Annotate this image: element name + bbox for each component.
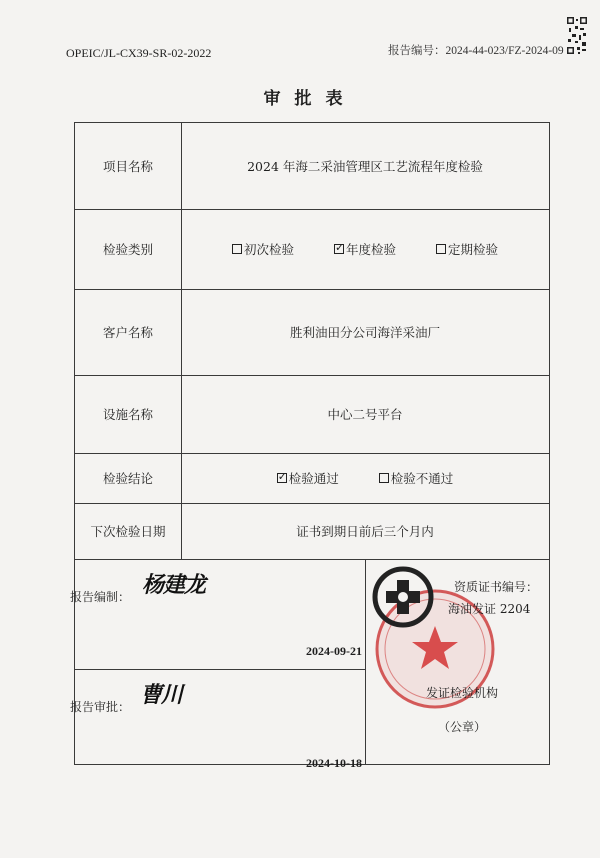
conclusion-options — [181, 453, 549, 503]
checkbox-unchecked — [436, 244, 446, 254]
approved-date: 2024-10-18 — [306, 756, 362, 770]
report-number: 报告编号：2024-44-023/FZ-2024-09 — [388, 45, 564, 57]
option-periodic-inspection: 定期检验 — [436, 240, 498, 258]
compiled-by-label: 报告编制： — [70, 590, 131, 604]
checkbox-unchecked — [232, 244, 242, 254]
document-code: OPEIC/JL-CX39-SR-02-2022 — [66, 46, 212, 60]
table-row-project — [75, 123, 549, 210]
row-label: 检验类别 — [75, 209, 182, 289]
organization-logo-icon — [372, 566, 434, 628]
table-row-facility — [75, 375, 549, 454]
page-title: 审批表 — [263, 89, 357, 109]
option-passed: ✓ 检验通过 — [277, 469, 339, 487]
table-row-client — [75, 289, 549, 376]
divider — [75, 669, 365, 670]
row-label: 客户名称 — [75, 289, 182, 375]
certificate-label: 资质证书编号： — [454, 580, 539, 594]
compiled-date: 2024-09-21 — [306, 644, 362, 658]
qr-code-icon — [566, 16, 588, 56]
client-name: 胜利油田分公司海洋采油厂 — [289, 325, 440, 340]
approver-signature: 曹川 — [140, 682, 183, 708]
table-row-inspection-type — [75, 209, 549, 290]
checkbox-unchecked — [379, 473, 389, 483]
approved-by-label: 报告审批： — [70, 700, 131, 714]
option-not-passed: 检验不通过 — [379, 469, 454, 487]
inspection-type-options — [181, 209, 549, 289]
table-row-next-inspection — [75, 503, 549, 560]
next-inspection-date: 证书到期日前后三个月内 — [296, 524, 434, 539]
checkbox-checked — [334, 244, 344, 254]
issuing-organization-label: 发证检验机构 — [426, 686, 499, 700]
row-label: 下次检验日期 — [75, 503, 182, 559]
option-initial-inspection: 初次检验 — [232, 240, 294, 258]
row-label: 检验结论 — [75, 453, 182, 503]
project-name: 2024 年海二采油管理区工艺流程年度检验 — [247, 159, 483, 174]
certificate-number: 海油发证 2204 — [448, 602, 531, 616]
facility-name: 中心二号平台 — [327, 407, 403, 422]
checkbox-checked — [277, 473, 287, 483]
table-row-conclusion — [75, 453, 549, 504]
compiler-signature: 杨建龙 — [142, 572, 206, 598]
option-annual-inspection: ✓ 年度检验 — [334, 240, 396, 258]
row-label: 设施名称 — [75, 375, 182, 453]
seal-note: （公章） — [438, 720, 487, 734]
row-label: 项目名称 — [75, 123, 182, 209]
